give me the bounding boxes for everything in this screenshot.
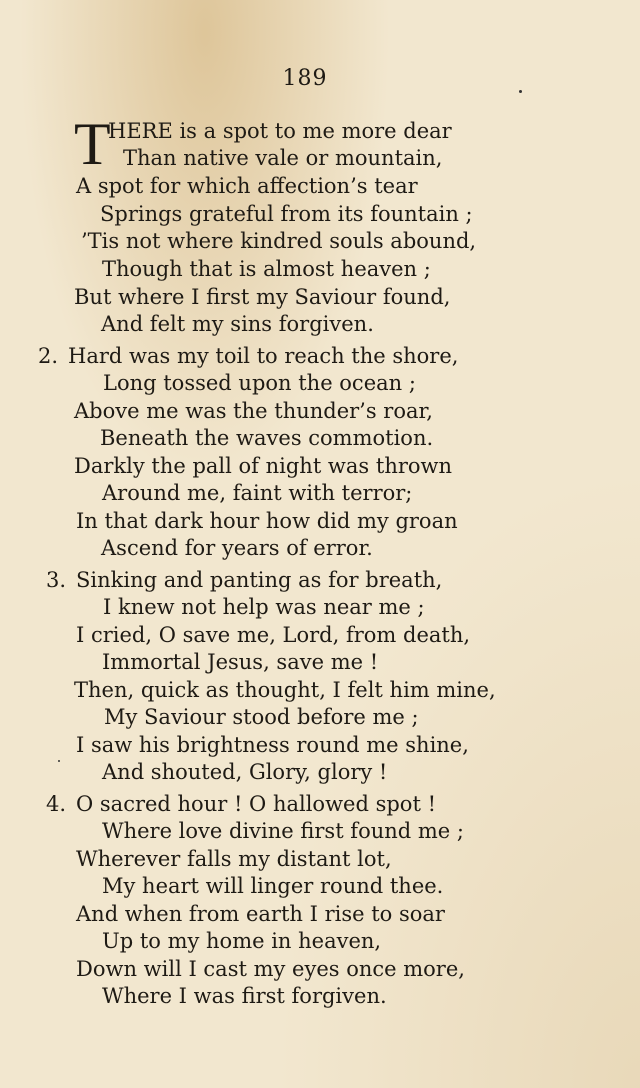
verse-4-number: 4. [46,792,67,816]
verse-4-line-3: Wherever falls my distant lot, [76,847,392,871]
verse-4-line-5: And when from earth I rise to soar [76,902,445,926]
verse-3-line-1: Sinking and panting as for breath, [76,568,443,592]
ink-speck [58,760,60,762]
verse-2-line-6: Around me, faint with terror; [102,481,413,505]
verse-2-line-7: In that dark hour how did my groan [76,509,458,533]
verse-1-line-5: ’Tis not where kindred souls abound, [81,229,477,253]
drop-cap: T [74,111,111,177]
verse-4-line-4: My heart will linger round thee. [102,874,444,898]
verse-2-line-4: Beneath the waves commotion. [100,426,434,450]
verse-4-line-7: Down will I cast my eyes once more, [76,957,465,981]
verse-2-line-8: Ascend for years of error. [101,536,373,560]
verse-1-line-4: Springs grateful from its fountain ; [100,202,473,226]
verse-1-line-6: Though that is almost heaven ; [102,257,431,281]
verse-4-line-8: Where I was first forgiven. [102,984,387,1008]
verse-2-line-5: Darkly the pall of night was thrown [74,454,453,478]
verse-1-line-7: But where I first my Saviour found, [74,285,451,309]
verse-3-number: 3. [46,568,67,592]
verse-1-line-8: And felt my sins forgiven. [101,312,374,336]
verse-3-line-5: Then, quick as thought, I felt him mine, [74,678,496,702]
verse-3-line-2: I knew not help was near me ; [103,595,425,619]
verse-4-line-6: Up to my home in heaven, [102,929,382,953]
verse-1-line-2: Than native vale or mountain, [123,146,443,170]
verse-4-line-1: O sacred hour ! O hallowed spot ! [76,792,437,816]
verse-3-line-7: I saw his brightness round me shine, [76,733,469,757]
verse-3-line-8: And shouted, Glory, glory ! [102,760,388,784]
verse-2-number: 2. [38,344,59,368]
page-number: 189 [282,66,328,91]
verse-3-line-6: My Saviour stood before me ; [104,705,419,729]
verse-2-line-1: Hard was my toil to reach the shore, [68,344,459,368]
verse-1-line-3: A spot for which affection’s tear [76,174,418,198]
verse-3-line-4: Immortal Jesus, save me ! [102,650,379,674]
verse-2-line-2: Long tossed upon the ocean ; [103,371,416,395]
verse-3-line-3: I cried, O save me, Lord, from death, [76,623,471,647]
verse-4-line-2: Where love divine first found me ; [102,819,464,843]
verse-2-line-3: Above me was the thunder’s roar, [74,399,433,423]
verse-1-line-1: HERE is a spot to me more dear [108,119,452,143]
